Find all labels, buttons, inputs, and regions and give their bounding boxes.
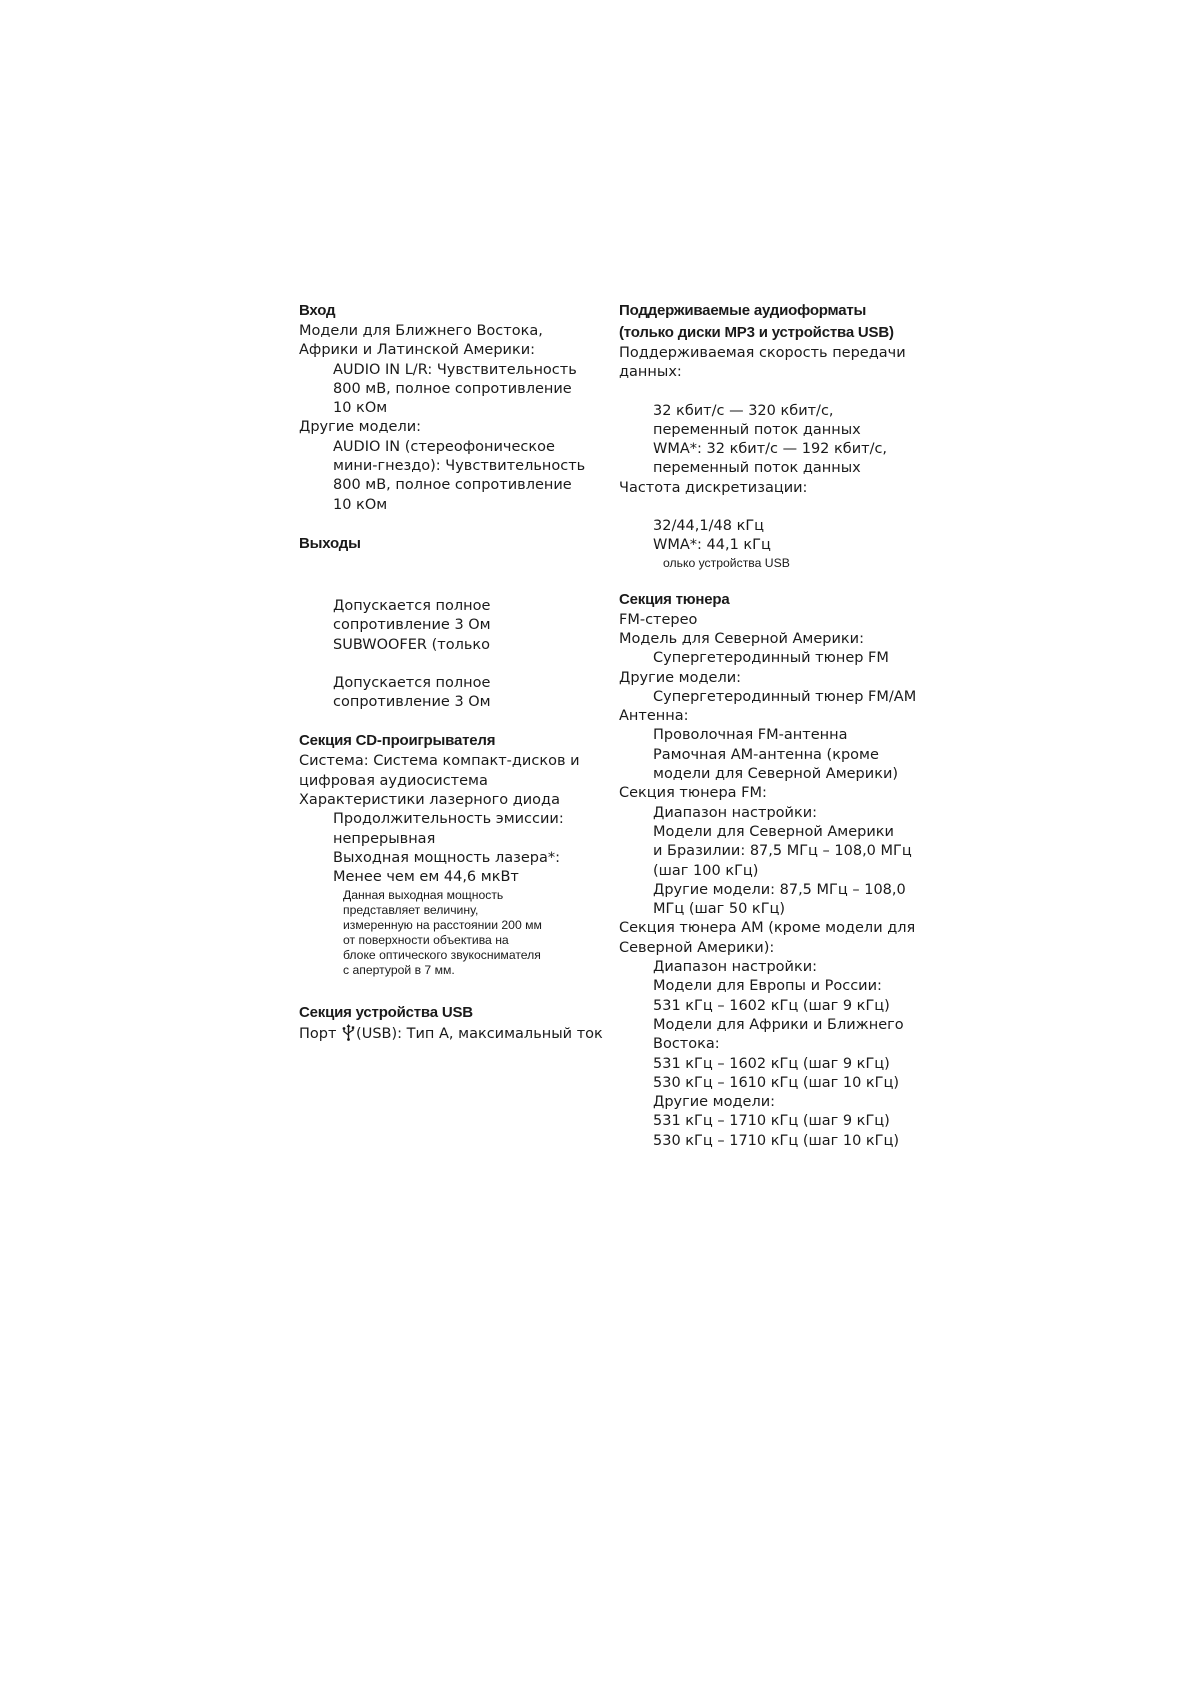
cd-line: цифровая аудиосистема bbox=[299, 772, 488, 789]
formats-line: Частота дискретизации: bbox=[619, 479, 808, 496]
outputs-line: SUBWOOFER (только bbox=[333, 636, 491, 653]
right-column bbox=[619, 300, 919, 1151]
input-line: 10 кОм bbox=[333, 496, 388, 513]
tuner-line: Востока: bbox=[653, 1036, 720, 1053]
tuner-line: Северной Америки): bbox=[619, 939, 775, 956]
tuner-line: Проволочная FM-антенна bbox=[653, 727, 848, 744]
outputs-heading: Выходы bbox=[299, 534, 361, 552]
input-section bbox=[299, 300, 599, 515]
tuner-line: МГц (шаг 50 кГц) bbox=[653, 901, 786, 918]
cd-line: Менее чем ем 44,6 мкВт bbox=[333, 869, 519, 886]
formats-line: Поддерживаемая скорость передачи bbox=[619, 345, 906, 361]
tuner-line: Другие модели: 87,5 МГц – 108,0 bbox=[653, 881, 906, 898]
cd-note: Данная выходная мощность bbox=[343, 887, 504, 902]
tuner-line: Диапазон настройки: bbox=[653, 959, 818, 976]
input-line: 800 мВ, полное сопротивление bbox=[333, 477, 572, 494]
outputs-line: Допускается полное bbox=[333, 674, 491, 691]
formats-line: данных: bbox=[619, 364, 682, 381]
usb-port-line bbox=[299, 1024, 603, 1044]
formats-heading-sub: (только диски MP3 и устройства USB) bbox=[619, 324, 894, 341]
formats-line: WMA*: 44,1 кГц bbox=[653, 537, 771, 554]
input-line: AUDIO IN L/R: Чувствительность bbox=[333, 361, 577, 378]
left-column bbox=[299, 300, 603, 1044]
tuner-line: Модели для Северной Америки bbox=[653, 823, 894, 840]
tuner-line: Супергетеродинный тюнер FM/AM bbox=[653, 688, 917, 705]
outputs-line: Допускается полное bbox=[333, 597, 491, 614]
tuner-heading: Секция тюнера bbox=[619, 590, 730, 608]
input-line: 800 мВ, полное сопротивление bbox=[333, 380, 572, 397]
cd-section bbox=[299, 730, 599, 977]
cd-line: Характеристики лазерного диода bbox=[299, 792, 560, 809]
cd-line: непрерывная bbox=[333, 830, 436, 847]
tuner-line: и Бразилии: 87,5 МГц – 108,0 МГц bbox=[653, 843, 912, 860]
formats-note: олько устройства USB bbox=[663, 555, 790, 570]
usb-heading: Секция устройства USB bbox=[299, 1003, 473, 1021]
tuner-line: 530 кГц – 1710 кГц (шаг 10 кГц) bbox=[653, 1132, 900, 1149]
tuner-line: Рамочная AM-антенна (кроме bbox=[653, 746, 879, 763]
tuner-line: 531 кГц – 1602 кГц (шаг 9 кГц) bbox=[653, 1055, 890, 1072]
cd-note: представляет величину, bbox=[343, 902, 479, 917]
cd-note: измеренную на расстоянии 200 мм bbox=[343, 917, 542, 932]
tuner-line: Диапазон настройки: bbox=[653, 804, 818, 821]
input-heading: Вход bbox=[299, 302, 336, 319]
formats-line: WMA*: 32 кбит/с — 192 кбит/с, bbox=[653, 441, 888, 458]
tuner-line: Модели для Африки и Ближнего bbox=[653, 1016, 904, 1033]
formats-section bbox=[619, 300, 919, 571]
outputs-line: сопротивление 3 Ом bbox=[333, 694, 491, 711]
tuner-line: 531 кГц – 1710 кГц (шаг 9 кГц) bbox=[653, 1113, 890, 1130]
cd-line: Продолжительность эмиссии: bbox=[333, 811, 564, 828]
cd-line: Система: Система компакт-дисков и bbox=[299, 753, 580, 770]
tuner-line: Секция тюнера FM: bbox=[619, 785, 767, 802]
usb-section bbox=[299, 1002, 603, 1044]
outputs-section bbox=[299, 533, 599, 712]
tuner-line: Другие модели: bbox=[619, 669, 742, 686]
tuner-line: модели для Северной Америки) bbox=[653, 766, 899, 783]
tuner-line: Антенна: bbox=[619, 708, 689, 725]
cd-line: Выходная мощность лазера*: bbox=[333, 849, 560, 866]
tuner-line: 530 кГц – 1610 кГц (шаг 10 кГц) bbox=[653, 1074, 900, 1091]
formats-heading: Поддерживаемые аудиоформаты bbox=[619, 302, 867, 319]
tuner-line: FM-стерео bbox=[619, 611, 698, 628]
tuner-section bbox=[619, 589, 919, 1151]
usb-icon bbox=[342, 1024, 355, 1041]
input-line: Другие модели: bbox=[299, 419, 422, 436]
tuner-line: Супергетеродинный тюнер FM bbox=[653, 650, 889, 667]
input-line: Африки и Латинской Америки: bbox=[299, 342, 536, 359]
formats-line: 32 кбит/с — 320 кбит/с, bbox=[653, 402, 834, 419]
usb-port-suffix: (USB): Тип A, максимальный ток bbox=[356, 1025, 603, 1042]
usb-port-prefix: Порт bbox=[299, 1025, 337, 1042]
cd-heading: Секция CD-проигрывателя bbox=[299, 732, 496, 750]
cd-note: блоке оптического звукоснимателя bbox=[343, 947, 541, 962]
formats-line: переменный поток данных bbox=[653, 421, 861, 438]
tuner-line: (шаг 100 кГц) bbox=[653, 862, 759, 879]
formats-line: переменный поток данных bbox=[653, 460, 861, 477]
tuner-line: Модель для Северной Америки: bbox=[619, 630, 864, 647]
cd-note: от поверхности объектива на bbox=[343, 932, 509, 947]
tuner-line: Модели для Европы и России: bbox=[653, 978, 882, 995]
tuner-line: 531 кГц – 1602 кГц (шаг 9 кГц) bbox=[653, 997, 890, 1014]
input-line: 10 кОм bbox=[333, 400, 388, 417]
tuner-line: Секция тюнера AM (кроме модели для bbox=[619, 920, 916, 937]
tuner-line: Другие модели: bbox=[653, 1094, 776, 1111]
cd-note: с апертурой в 7 мм. bbox=[343, 962, 455, 977]
input-line: AUDIO IN (стереофоническое bbox=[333, 438, 555, 455]
outputs-line: сопротивление 3 Ом bbox=[333, 617, 491, 634]
input-line: мини-гнездо): Чувствительность bbox=[333, 458, 586, 475]
input-line: Модели для Ближнего Востока, bbox=[299, 323, 543, 339]
formats-line: 32/44,1/48 кГц bbox=[653, 518, 765, 535]
